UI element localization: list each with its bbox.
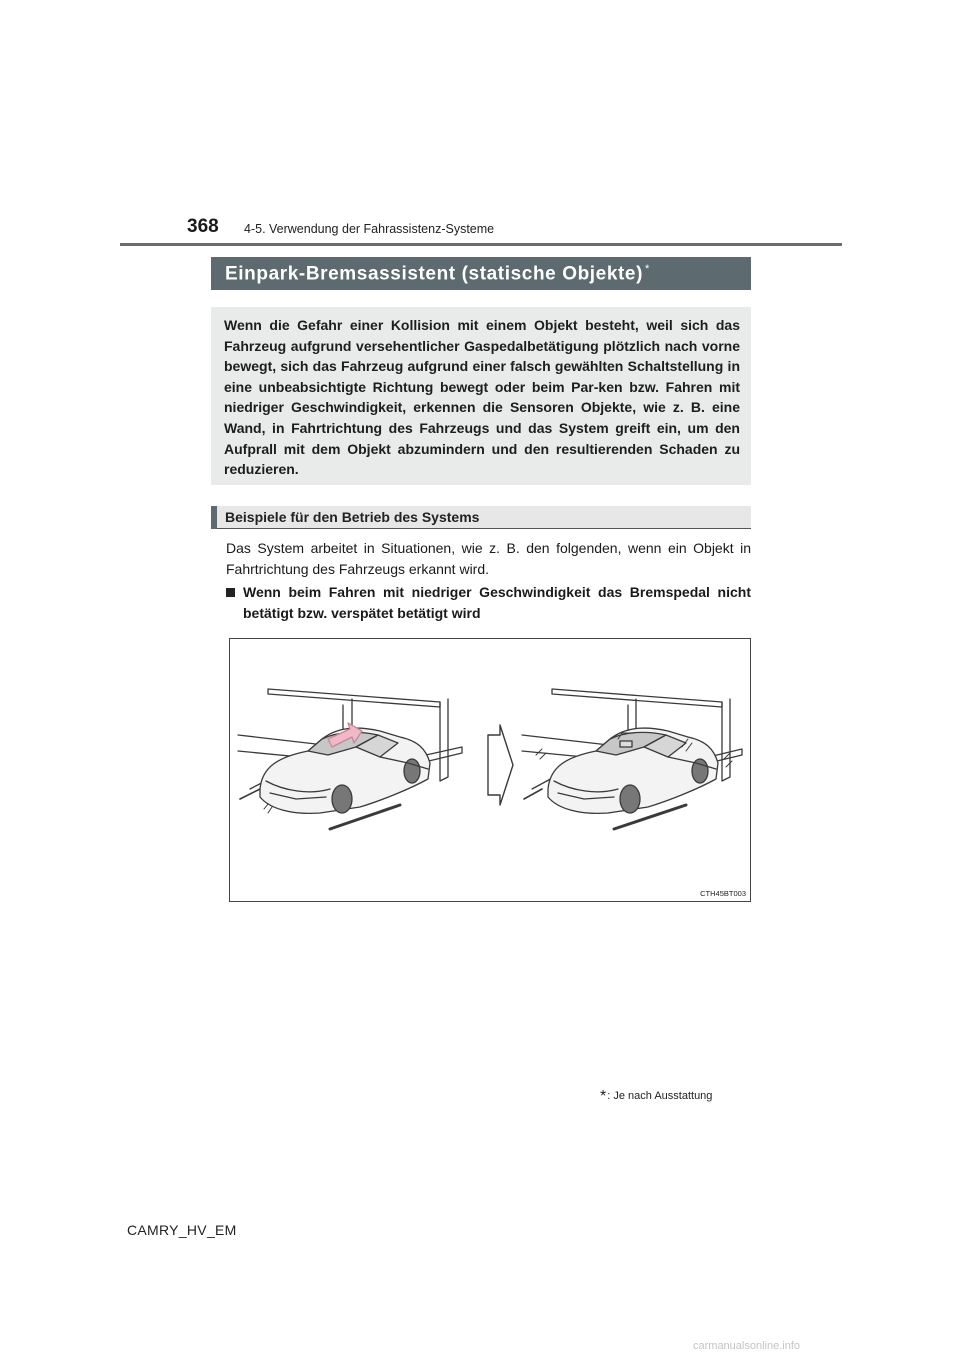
subheading-text: Beispiele für den Betrieb des Systems	[225, 509, 480, 525]
page-number: 368	[187, 216, 219, 237]
section-title: 4-5. Verwendung der Fahrassistenz-Systeme	[244, 222, 495, 236]
figure-code: CTH45BT003	[700, 889, 746, 898]
parking-brake-illustration	[230, 639, 750, 901]
page-title	[211, 257, 751, 290]
footnote-text: : Je nach Ausstattung	[607, 1090, 713, 1102]
bullet-text: Wenn beim Fahren mit niedriger Geschwindigkeit das Bremspedal nicht betätigt bzw. verspätet betätigt wird	[243, 584, 751, 621]
title-footnote-marker: *	[645, 263, 650, 275]
intro-text: Wenn die Gefahr einer Kollision mit einem Objekt besteht, weil sich das Fahrzeug aufgrund versehentlicher Gaspedalbetätigung plötzlich nach vorne bewegt, sich das Fahrzeug aufgrund einer falsch gewählten Schaltstellung in eine unbeabsichtigte Richtung bewegt oder beim Par-ken bzw. Fahren mit niedriger Geschwindigkeit, erkennen die Sensoren Objekte, wie z. B. eine Wand, in Fahrtrichtung des Fahrzeugs und das System greift ein, um den Aufprall mit dem Objekt abzumindern und den resultierenden Schaden zu reduzieren.	[224, 317, 740, 478]
header-rule	[120, 243, 842, 246]
watermark: carmanualsonline.info	[693, 1340, 801, 1352]
bullet-item	[226, 582, 751, 624]
square-bullet-icon	[226, 588, 235, 597]
illustration-figure	[229, 638, 751, 902]
footnote	[600, 1088, 712, 1106]
transition-arrow-icon	[488, 725, 513, 805]
footnote-star-icon: *	[600, 1088, 607, 1105]
subheading-bar	[211, 506, 217, 529]
intro-box	[211, 307, 751, 485]
body-text: Das System arbeitet in Situationen, wie z. B. den folgenden, wenn ein Objekt in Fahrtrichtung des Fahrzeugs erkannt wird.	[226, 540, 751, 577]
model-code: CAMRY_HV_EM	[127, 1222, 237, 1238]
subheading	[211, 506, 751, 529]
page-title-text: Einpark-Bremsassistent (statische Objekte)	[225, 263, 644, 285]
